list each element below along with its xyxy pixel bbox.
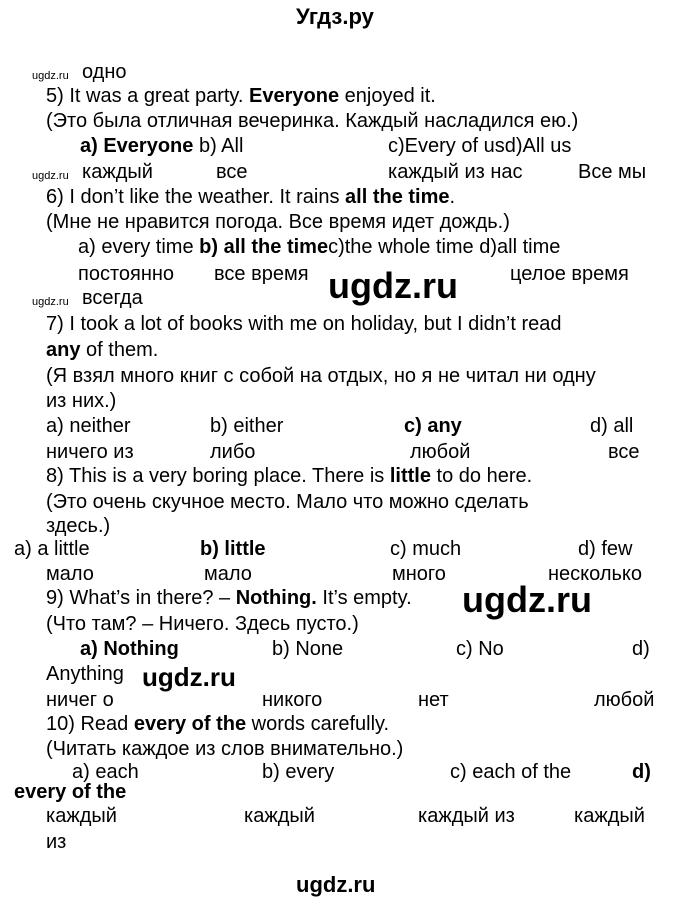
q7-translation-line2: из них.) (46, 390, 117, 412)
q8-tr4: несколько (548, 563, 643, 585)
q5-translation: (Это была отличная вечеринка. Каждый насладился ею.) (46, 110, 579, 132)
q6-tr1: постоянно (78, 263, 175, 285)
q7-sentence-line2: any of them. (46, 339, 159, 361)
q6-tr4: всегда (82, 287, 143, 309)
q10-opt-a: a) each (72, 761, 139, 783)
watermark-big: ugdz.ru (462, 579, 592, 620)
q10-tr5: из (46, 831, 67, 853)
q9-opt-d: d) (632, 638, 650, 660)
q8-translation-line1: (Это очень скучное место. Мало что можно сделать (46, 491, 529, 513)
q10-opt-d-text: every of the (14, 781, 127, 803)
q5-options: a) Everyone b) All (80, 135, 244, 157)
q10-tr2: каждый (244, 805, 315, 827)
q9-tr2: никого (262, 689, 323, 711)
q10-tr4: каждый (574, 805, 645, 827)
q8-sentence: 8) This is a very boring place. There is little to do here. (46, 465, 533, 487)
q8-tr2: мало (204, 563, 252, 585)
q8-opt-b: b) little (200, 538, 266, 560)
q7-tr1: ничего из (46, 441, 134, 463)
q7-tr3: любой (410, 441, 471, 463)
q8-tr3: много (392, 563, 446, 585)
q8-translation-line2: здесь.) (46, 515, 111, 537)
q9-opt-d-text: Anything (46, 663, 124, 685)
q10-tr1: каждый (46, 805, 117, 827)
q10-tr3: каждый из (418, 805, 515, 827)
q7-tr4: все (608, 441, 640, 463)
q10-translation: (Читать каждое из слов внимательно.) (46, 738, 404, 760)
page-header: Угдз.ру (296, 4, 374, 29)
q9-tr4: любой (594, 689, 655, 711)
q5-tr1: каждый (82, 161, 153, 183)
q4-tail-translation: одно (82, 61, 127, 83)
q9-sentence: 9) What’s in there? – Nothing. It’s empty. (46, 587, 412, 609)
q8-opt-c: c) much (390, 538, 462, 560)
q10-opt-b: b) every (262, 761, 335, 783)
q7-tr2: либо (210, 441, 256, 463)
watermark-mid: ugdz.ru (142, 662, 236, 692)
q8-opt-d: d) few (578, 538, 633, 560)
watermark-small: ugdz.ru (32, 70, 69, 82)
q5-sentence: 5) It was a great party. Everyone enjoyed it. (46, 85, 436, 107)
q5-options-cd: c)Every of usd)All us (388, 135, 572, 157)
q7-translation-line1: (Я взял много книг с собой на отдых, но я не читал ни одну (46, 365, 596, 387)
q9-opt-b: b) None (272, 638, 344, 660)
q6-tr2: все время (214, 263, 309, 285)
q9-tr1: ничег о (46, 689, 114, 711)
q7-opt-a: a) neither (46, 415, 131, 437)
q10-opt-c: c) each of the (450, 761, 572, 783)
q6-sentence: 6) I don’t like the weather. It rains all the time. (46, 186, 456, 208)
q8-opt-a: a) a little (14, 538, 90, 560)
q9-translation: (Что там? – Ничего. Здесь пусто.) (46, 613, 359, 635)
q6-tr3: целое время (510, 263, 629, 285)
q5-tr4: Все мы (578, 161, 647, 183)
watermark-big: ugdz.ru (328, 265, 458, 306)
q5-tr3: каждый из нас (388, 161, 523, 183)
q8-tr1: мало (46, 563, 94, 585)
q7-opt-b: b) either (210, 415, 284, 437)
q5-tr2: все (216, 161, 248, 183)
q10-opt-d: d) (632, 761, 651, 783)
q7-opt-d: d) all (590, 415, 634, 437)
q7-sentence-line1: 7) I took a lot of books with me on holiday, but I didn’t read (46, 313, 562, 335)
q6-translation: (Мне не нравится погода. Все время идет дождь.) (46, 211, 510, 233)
q9-opt-c: c) No (456, 638, 504, 660)
q6-options: a) every time b) all the timec)the whole time d)all time (78, 236, 561, 258)
watermark-small: ugdz.ru (32, 170, 69, 182)
q7-opt-c: c) any (404, 415, 462, 437)
q9-tr3: нет (418, 689, 449, 711)
watermark-small: ugdz.ru (32, 296, 69, 308)
page-footer: ugdz.ru (296, 872, 376, 897)
q10-sentence: 10) Read every of the words carefully. (46, 713, 390, 735)
q9-opt-a: a) Nothing (80, 638, 179, 660)
